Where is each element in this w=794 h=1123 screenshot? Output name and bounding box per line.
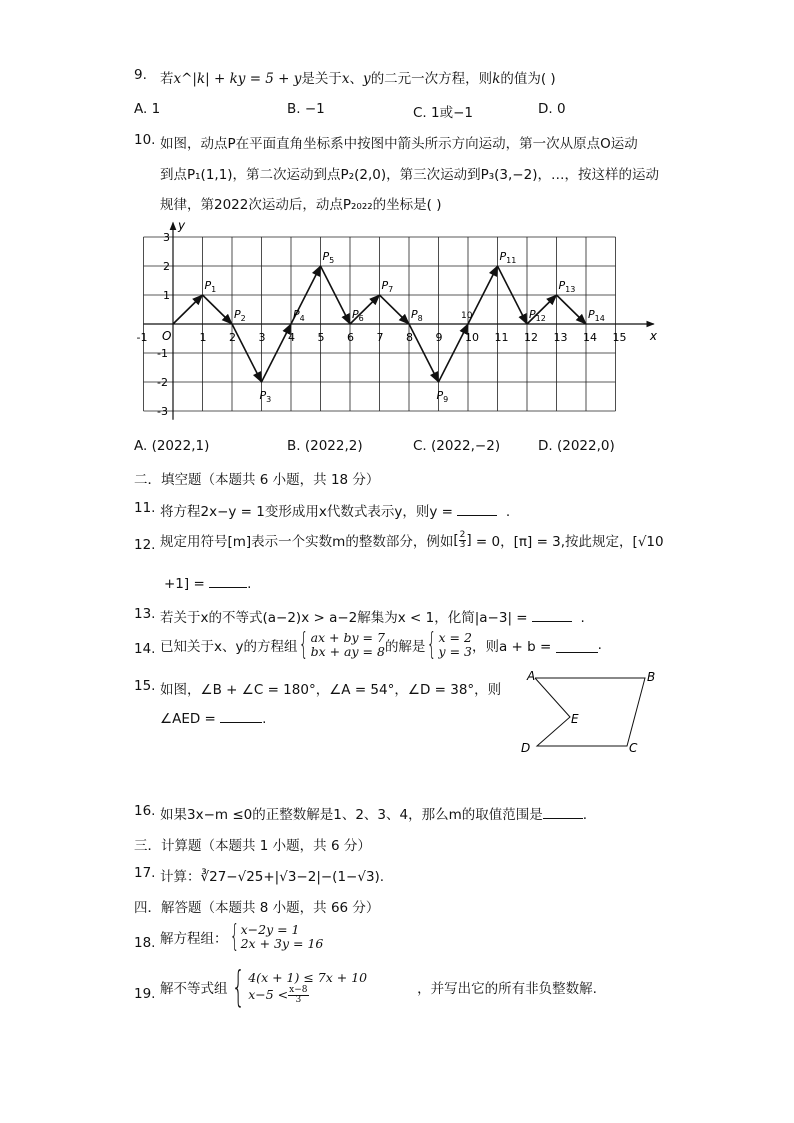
q9-expression: x^|k| + ky = 5 + y — [173, 71, 302, 87]
point-label: $P_{11}$ — [499, 250, 517, 265]
x-tick-label: 1 — [199, 331, 207, 344]
x-tick-label: 8 — [406, 331, 413, 344]
coordinate-chart — [135, 220, 675, 430]
q16-stem: 如果3x−m ≤0的正整数解是1、2、3、4，那么m的取值范围是 . — [160, 803, 587, 823]
origin-label: O — [162, 329, 172, 343]
x-tick-label: 11 — [494, 331, 509, 344]
q17-stem: 计算：∛27−√25+|√3−2|−(1−√3). — [160, 869, 385, 885]
q9-option-c: C. 1或−1 — [413, 105, 473, 121]
q10-line2: 到点P₁(1,1)，第二次运动到点P₂(2,0)，第三次运动到P₃(3,−2)，…，按这样的运动 — [160, 167, 659, 183]
point-label: $P_1$ — [204, 279, 217, 294]
point-label: $P_{13}$ — [558, 279, 576, 294]
q9-option-a: A. 1 — [134, 101, 161, 117]
y-tick-label: 1 — [163, 289, 170, 302]
section-2-heading: 二．填空题（本题共 6 小题，共 18 分） — [134, 472, 380, 488]
point-label: $P_4$ — [293, 308, 305, 323]
q15-label-e: E — [571, 712, 579, 726]
q9-option-b: B. −1 — [287, 101, 325, 117]
q12-stem: 规定用符号[m]表示一个实数m的整数部分，例如[ $\frac{2}{3}$ ] = 0，[π] = 3,按此规定，[√10 — [160, 529, 664, 550]
q16-number: 16. — [134, 803, 156, 819]
point-label: $P_8$ — [411, 308, 423, 323]
x-tick-label: 6 — [347, 331, 354, 344]
q11-stem: 将方程2x−y = 1变形成用x代数式表示y，则y = . — [160, 500, 510, 520]
q15-line2: ∠AED = . — [160, 708, 266, 727]
q10-line3: 规律，第2022次运动后，动点P₂₀₂₂的坐标是( ) — [160, 197, 442, 213]
q15-figure — [515, 668, 665, 753]
section-4-heading: 四．解答题（本题共 8 小题，共 66 分） — [134, 900, 380, 916]
q10-number: 10. — [134, 132, 156, 148]
q15-label-c: C — [629, 741, 638, 753]
q15-number: 15. — [134, 678, 156, 694]
q13-answer-blank[interactable] — [532, 607, 572, 622]
q15-line1: 如图，∠B + ∠C = 180°，∠A = 54°，∠D = 38°，则 — [160, 682, 502, 698]
q14-stem: 已知关于x、y的方程组{ ax + by = 7 bx + ay = 8 的解是{ x = 2 y = 3 ，则a + b = . — [160, 627, 602, 662]
q19-number: 19. — [134, 986, 156, 1002]
q17-number: 17. — [134, 865, 156, 881]
q14-answer-blank[interactable] — [556, 638, 598, 653]
x-tick-label: 13 — [553, 331, 568, 344]
path-segment-arrow — [380, 295, 410, 324]
q11-number: 11. — [134, 500, 156, 516]
q12-answer-blank[interactable] — [209, 573, 247, 588]
q10-line1: 如图，动点P在平面直角坐标系中按图中箭头所示方向运动，第一次从原点O运动 — [160, 136, 638, 152]
q13-number: 13. — [134, 606, 156, 622]
path-segment-arrow — [203, 295, 233, 324]
q19-stem: 解不等式组{ 4(x + 1) ≤ 7x + 10 x−5 < $\frac{x-8}{3}$ ，并写出它的所有非负整数解. — [160, 962, 597, 1011]
q15-shape — [535, 678, 645, 746]
q15-answer-blank[interactable] — [220, 708, 262, 723]
point-label: $P_2$ — [234, 308, 246, 323]
y-tick-label: 3 — [163, 231, 170, 244]
q10-option-b: B. (2022,2) — [287, 438, 363, 454]
y-tick-label: 2 — [163, 260, 170, 273]
q15-label-d: D — [521, 741, 531, 753]
q18-number: 18. — [134, 935, 156, 951]
q12-line2: +1] = . — [164, 573, 251, 592]
section-3-heading: 三．计算题（本题共 1 小题，共 6 分） — [134, 838, 371, 854]
q9-number: 9. — [134, 67, 147, 83]
x-tick-label: 10 — [465, 331, 479, 344]
y-tick-label: -3 — [157, 405, 168, 418]
q10-option-c: C. (2022,−2) — [413, 438, 501, 454]
y-axis-label: y — [178, 220, 186, 233]
q15-label-a: A — [527, 669, 536, 683]
y-tick-label: -2 — [157, 376, 168, 389]
point-label: $P_7$ — [381, 279, 394, 294]
x-tick-label: 14 — [583, 331, 597, 344]
y-tick-label: -1 — [157, 347, 168, 360]
x-tick-label: 7 — [376, 331, 384, 344]
path-segment-arrow — [557, 295, 587, 324]
q13-stem: 若关于x的不等式(a−2)x > a−2解集为x < 1，化简|a−3| = . — [160, 606, 585, 626]
point-label: $P_5$ — [322, 250, 335, 265]
q14-number: 14. — [134, 641, 156, 657]
point-label: 10 — [461, 311, 473, 321]
path-segment-arrow — [173, 295, 203, 324]
q12-fraction: $\frac{2}{3}$ — [459, 529, 466, 550]
q18-stem: 解方程组：{ x−2y = 1 2x + 3y = 16 — [160, 919, 324, 954]
x-tick-label: 4 — [288, 331, 295, 344]
x-tick-label: 12 — [524, 331, 538, 344]
x-tick-label: 5 — [317, 331, 325, 344]
x-tick-label: 15 — [612, 331, 627, 344]
x-tick-label: 9 — [435, 331, 443, 344]
point-label: $P_6$ — [352, 308, 364, 323]
x-axis-label: x — [649, 329, 657, 343]
x-tick-label: 2 — [229, 331, 236, 344]
q11-answer-blank[interactable] — [457, 501, 497, 516]
q10-option-d: D. (2022,0) — [538, 438, 615, 454]
q9-stem: 若x^|k| + ky = 5 + y是关于x、y的二元一次方程，则k的值为( ) — [160, 71, 556, 87]
q9-option-d: D. 0 — [538, 101, 566, 117]
point-label: $P_{14}$ — [588, 308, 605, 323]
point-label: $P_{12}$ — [529, 308, 546, 323]
point-label: $P_9$ — [436, 389, 449, 404]
point-label: $P_3$ — [259, 389, 272, 404]
q12-number: 12. — [134, 537, 156, 553]
q16-answer-blank[interactable] — [543, 804, 583, 819]
x-tick-label: -1 — [136, 331, 148, 344]
q15-label-b: B — [647, 670, 656, 684]
q10-option-a: A. (2022,1) — [134, 438, 210, 454]
x-tick-label: 3 — [258, 331, 266, 344]
